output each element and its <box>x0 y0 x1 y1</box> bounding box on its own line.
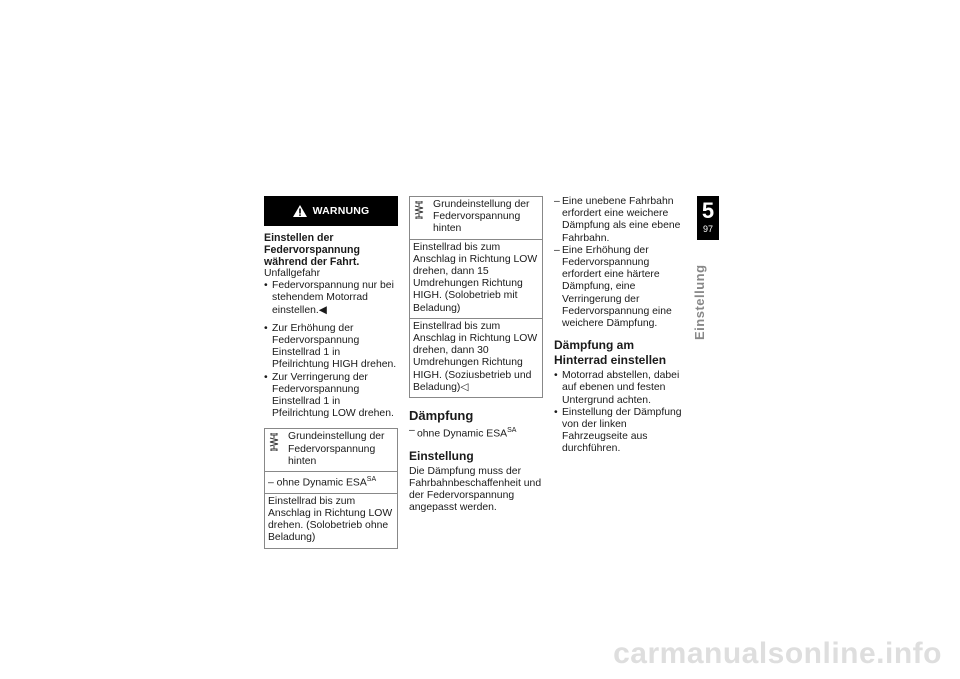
shock-absorber-icon <box>268 431 288 455</box>
dash: – <box>268 477 274 489</box>
sa-superscript: SA <box>507 427 517 435</box>
instruction-list <box>264 323 398 421</box>
spec-box-title: Grundeinstellung der Federvorspannung hinten <box>433 199 530 235</box>
spec-box-header <box>410 197 542 239</box>
shock-absorber-icon <box>413 199 433 223</box>
warning-label: WARNUNG <box>312 204 370 217</box>
list-item: • Federvorspannung nur bei stehendem Motorrad einstellen.◀ <box>264 280 398 317</box>
variant-label: ohne Dynamic ESA <box>276 477 367 489</box>
warning-subtitle: Unfallgefahr <box>264 268 321 279</box>
spec-box-header <box>265 429 397 471</box>
spec-box-row: Einstellrad bis zum Anschlag in Richtung LOW drehen, dann 30 Umdrehungen Richtung HIGH. (Soziusbetrieb und Beladung)◁ <box>410 318 542 397</box>
spec-box-row: Einstellrad bis zum Anschlag in Richtung LOW drehen, dann 15 Umdrehungen Richtung HIGH. (Solobetrieb mit Beladung) <box>410 239 542 318</box>
chapter-tab <box>697 196 719 240</box>
list-item: • Zur Erhöhung der Federvorspannung Einstellrad 1 in Pfeilrichtung HIGH drehen. <box>264 323 398 372</box>
dash-list <box>554 196 688 330</box>
list-item: • Motorrad abstellen, dabei auf ebenen und festen Untergrund achten. <box>554 370 688 407</box>
watermark: carmanualsonline.info <box>613 637 942 670</box>
spec-box <box>264 428 398 548</box>
chapter-number: 5 <box>701 198 715 223</box>
section-heading: Dämpfung <box>409 408 474 424</box>
warning-triangle-icon <box>293 205 307 217</box>
list-item <box>409 425 543 441</box>
list-item: – Eine Erhöhung der Federvorspannung erfordert eine härtere Dämpfung, eine Verringerung der Federvorspannung eine weichere Dämpfung. <box>554 245 688 330</box>
list-item: • Einstellung der Dämpfung von der linken Fahrzeugseite aus durchführen. <box>554 407 688 456</box>
column-1 <box>264 196 398 549</box>
spec-box-title: Grundeinstellung der Federvorspannung hinten <box>288 431 385 467</box>
spec-box-row <box>265 471 397 493</box>
warning-banner <box>264 196 398 226</box>
list-item: – Eine unebene Fahrbahn erfordert eine weichere Dämpfung als eine ebene Fahrbahn. <box>554 196 688 245</box>
warning-title: Einstellen der Federvorspannung während der Fahrt. <box>264 232 360 268</box>
section-heading: Dämpfung am Hinterrad einstellen <box>554 338 667 368</box>
sa-superscript: SA <box>366 476 377 484</box>
list-item: • Zur Verringerung der Federvorspannung Einstellrad 1 in Pfeilrichtung LOW drehen. <box>264 372 398 421</box>
page-number: 97 <box>702 224 713 234</box>
variant-list <box>409 425 543 441</box>
variant-label: ohne Dynamic ESA <box>417 428 508 440</box>
spec-box-row: Einstellrad bis zum Anschlag in Richtung LOW drehen. (Solobetrieb ohne Beladung) <box>265 493 397 548</box>
subsection-heading: Einstellung <box>409 448 474 463</box>
body-text: Die Dämpfung muss der Fahrbahnbeschaffenheit und der Federvorspannung angepasst werden. <box>409 465 542 514</box>
column-3 <box>554 196 688 456</box>
spec-box <box>409 196 543 398</box>
warning-list <box>264 280 398 317</box>
chapter-side-label: Einstellung <box>692 264 707 340</box>
instruction-list <box>554 370 688 455</box>
column-2 <box>409 196 543 515</box>
